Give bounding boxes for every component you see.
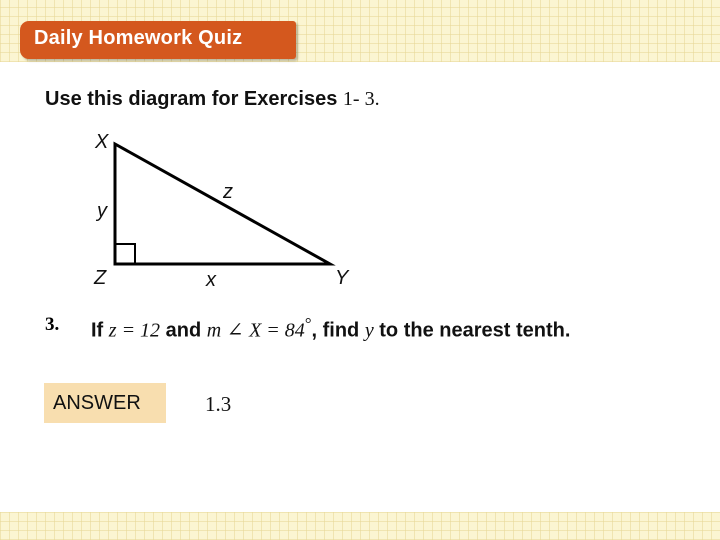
angle-expression: X = 84 [249,319,305,342]
question-and: and [165,319,202,342]
question-prefix: If [91,319,104,342]
vertex-z-label: Z [94,267,107,289]
side-z-label: z [223,181,233,203]
question-number: 3. [45,314,60,335]
exercise-instructions [45,88,380,111]
triangle-outline [115,144,330,264]
instructions-text: Use this diagram for Exercises [45,88,338,110]
question-text [91,314,570,343]
vertex-x-label: X [95,131,109,153]
answer-label-box [44,383,166,423]
side-y-label: y [97,200,107,222]
exercise-range: 1- 3. [342,88,380,110]
answer-value: 1.3 [205,392,232,416]
side-x-label: x [206,269,216,291]
measure-m: m [206,319,222,342]
answer-label: ANSWER [53,392,141,414]
given-z: z = 12 [108,319,161,342]
right-angle-marker [115,244,135,264]
right-triangle-diagram [85,122,365,292]
question-find: , find [311,319,360,342]
footer-band [0,512,720,540]
quiz-title-badge [20,21,296,59]
angle-symbol: ∠ [226,319,244,342]
question-suffix: to the nearest tenth. [379,319,571,342]
degree-symbol: ° [304,314,312,333]
quiz-title: Daily Homework Quiz [34,27,243,49]
vertex-y-label: Y [335,267,349,289]
find-variable: y [364,319,374,342]
